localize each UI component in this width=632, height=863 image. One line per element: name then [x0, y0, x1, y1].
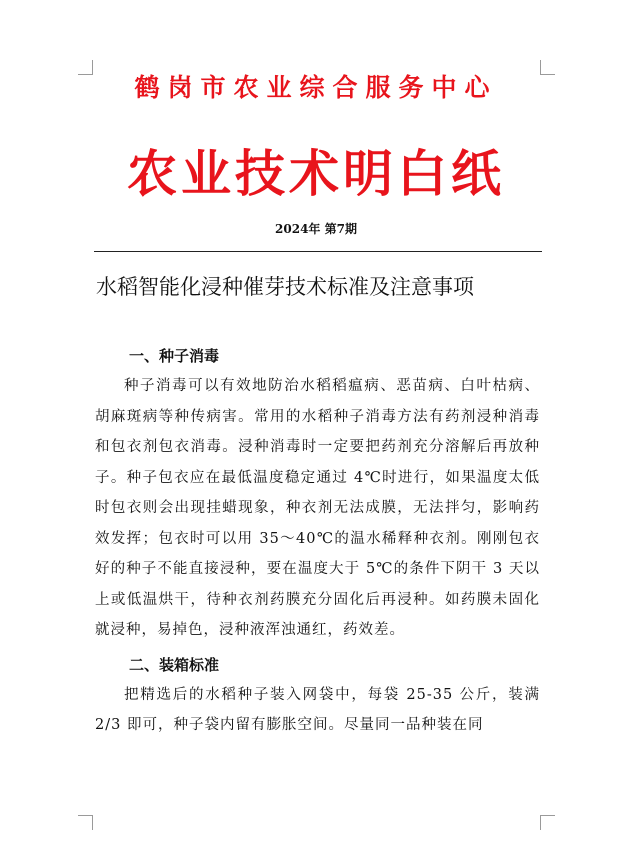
crop-mark-bottom-left	[78, 815, 93, 830]
section-paragraph-seed-disinfection: 种子消毒可以有效地防治水稻稻瘟病、恶苗病、白叶枯病、胡麻斑病等种传病害。常用的水稻种子消毒方法有药剂浸种消毒和包衣剂包衣消毒。浸种消毒时一定要把药剂充分溶解后再放种子。种子包衣应在最低温度稳定通过 4℃时进行，如果温度太低时包衣则会出现挂蜡现象，种衣剂无法成膜，无法拌匀，影响药效发挥；包衣时可以用 35～40℃的温水稀释种衣剂。刚刚包衣好的种子不能直接浸种，要在温度大于 5℃的条件下阴干 3 天以上或低温烘干，待种衣剂药膜充分固化后再浸种。如药膜未固化就浸种，易掉色，浸种液浑浊通红，药效差。	[95, 378, 540, 638]
section-heading-seed-disinfection: 一、种子消毒	[129, 347, 220, 365]
section-paragraph-packing-standard: 把精选后的水稻种子装入网袋中，每袋 25-35 公斤，装满 2/3 即可，种子袋内留有膨胀空间。尽量同一品种装在同	[95, 686, 540, 733]
section-heading-packing-standard: 二、装箱标准	[129, 655, 220, 674]
article-title: 水稻智能化浸种催芽技术标准及注意事项	[96, 275, 474, 299]
crop-mark-bottom-right	[540, 815, 555, 830]
issue-number: 2024年 第7期	[275, 222, 357, 236]
article-body	[95, 341, 540, 741]
organization-name: 鹤岗市农业综合服务中心	[134, 73, 498, 102]
header-divider	[94, 251, 542, 252]
publication-title: 农业技术明白纸	[127, 144, 505, 203]
